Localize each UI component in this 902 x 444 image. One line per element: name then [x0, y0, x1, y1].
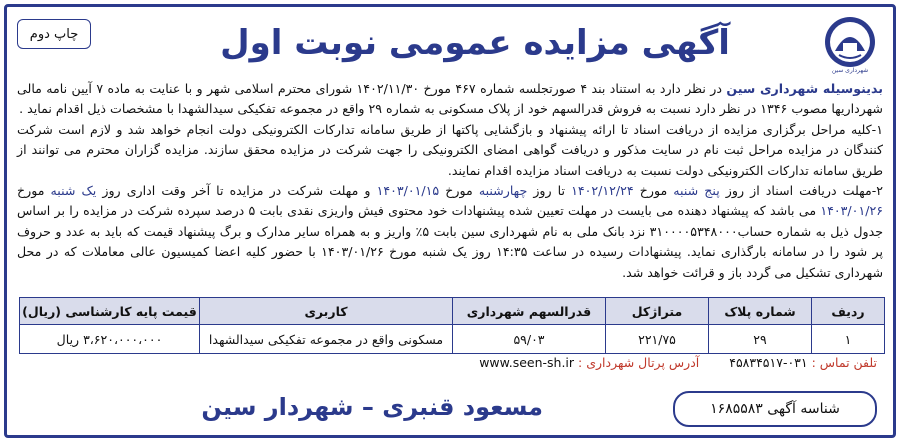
cell-municipality-share: ۵۹/۰۳ — [453, 325, 606, 354]
phone-label: تلفن تماس : — [811, 355, 877, 370]
clause-2: ۲-مهلت دریافت اسناد از روز پنج شنبه مورخ ۱۴۰۲/۱۲/۲۴ تا روز چهارشنبه مورخ ۱۴۰۳/۰۱/۱۵ و مهلت شرکت در مزایده تا آخر وقت اداری روز یک شنبه مورخ ۱۴۰۳/۰۱/۲۶ می باشد که پیشنهاد دهنده می بایست در مهلت تعیین شده پیشنهادات خود محتوی فیش واریزی نقدی بابت ۵ درصد سپرده شرکت در مزایده را بر اساس جدول ذیل به شماره حساب۳۱۰۰۰۰۵۳۴۸۰۰۰ نزد بانک ملی به نام شهرداری سین بابت ۵٪ واریز و به همراه سایر مدارک و برگ پیشنهاد قیمت که باید به عدد و حروف پر شود را در سامانه بارگذاری نماید. پیشنهادات رسیده در ساعت ۱۴:۳۵ روز یک شنبه مورخ ۱۴۰۳/۰۱/۲۶ با حضور کلیه اعضا کمیسیون عالی معاملات که در محل شهرداری تشکیل می گردد باز و قرائت خواهد شد. — [17, 183, 884, 280]
cell-total-area: ۲۲۱/۷۵ — [606, 325, 709, 354]
intro-rest: در نظر دارد به استناد بند ۴ صورتجلسه شماره ۴۶۷ مورخ ۱۴۰۲/۱۱/۳۰ شورای محترم اسلامی شهر و با عنایت به ماده ۷ آیین نامه مالی شهرداریها مصوب ۱۳۴۶ در نظر دارد نسبت به فروش قدرالسهم خود از پلاک مسکونی به شماره ۲۹ واقع در مجموعه تفکیکی سیدالشهدا با مشخصات ذیل اقدام نماید . — [17, 81, 883, 117]
table-header-row — [20, 298, 885, 325]
intro-lead: بدینوسیله شهرداری سین — [726, 81, 883, 96]
intro-paragraph — [17, 79, 883, 120]
col-total-area: متراژکل — [606, 298, 709, 325]
col-usage: کاربری — [200, 298, 453, 325]
date-day-1: پنج شنبه — [673, 183, 720, 199]
date-1: ۱۴۰۲/۱۲/۲۴ — [571, 183, 634, 199]
date-3: ۱۴۰۳/۰۱/۲۶ — [820, 203, 883, 219]
property-table — [19, 297, 885, 354]
date-day-3: یک شنبه — [50, 183, 97, 199]
notice-header — [13, 13, 887, 74]
notice-frame — [4, 4, 896, 438]
date-2: ۱۴۰۳/۰۱/۱۵ — [376, 183, 440, 199]
notice-body — [17, 79, 883, 283]
cell-plaque-number: ۲۹ — [709, 325, 812, 354]
date-day-2: چهارشنبه — [478, 183, 528, 199]
contact-line — [479, 355, 877, 370]
col-row-number: ردیف — [812, 298, 885, 325]
edition-badge: چاپ دوم — [17, 19, 91, 49]
phone-number: ۰۳۱-۴۵۸۳۴۵۱۷ — [729, 355, 808, 370]
notice-title: آگهی مزایده عمومی نوبت اول — [220, 23, 730, 63]
portal — [479, 355, 699, 370]
ad-id-badge: شناسه آگهی ۱۶۸۵۵۸۳ — [673, 391, 877, 427]
portal-url[interactable]: www.seen-sh.ir — [479, 355, 575, 370]
logo-caption: شهرداری سین — [831, 67, 869, 74]
col-plaque-number: شماره پلاک — [709, 298, 812, 325]
table-row — [20, 325, 885, 354]
clause-1: ۱-کلیه مراحل برگزاری مزایده از دریافت اسناد تا ارائه پیشنهاد و بازگشایی پاکتها از طریق سامانه تدارکات الکترونیکی دولت انجام خواهد شد و لازم است شرکت کنندگان در مزایده مراحل ثبت نام در سایت مذکور و دریافت گواهی امضای الکترونیکی را جهت شرکت در مزایده محقق سازند. مزایده گزاران محترم می توانند از طریق سامانه تدارکات الکترونیکی دولت نسبت به دریافت اسناد مزایده اقدام نمایند. — [17, 121, 883, 178]
municipality-logo-icon — [821, 15, 879, 73]
col-municipality-share: قدرالسهم شهرداری — [453, 298, 606, 325]
signature: مسعود قنبری – شهردار سین — [201, 393, 543, 421]
portal-label: آدرس پرتال شهرداری : — [578, 355, 700, 370]
col-base-price: قیمت پایه کارشناسی (ریال) — [20, 298, 200, 325]
cell-row-number: ۱ — [812, 325, 885, 354]
cell-usage: مسکونی واقع در مجموعه تفکیکی سیدالشهدا — [200, 325, 453, 354]
cell-base-price: ۳،۶۲۰،۰۰۰،۰۰۰ ریال — [20, 325, 200, 354]
